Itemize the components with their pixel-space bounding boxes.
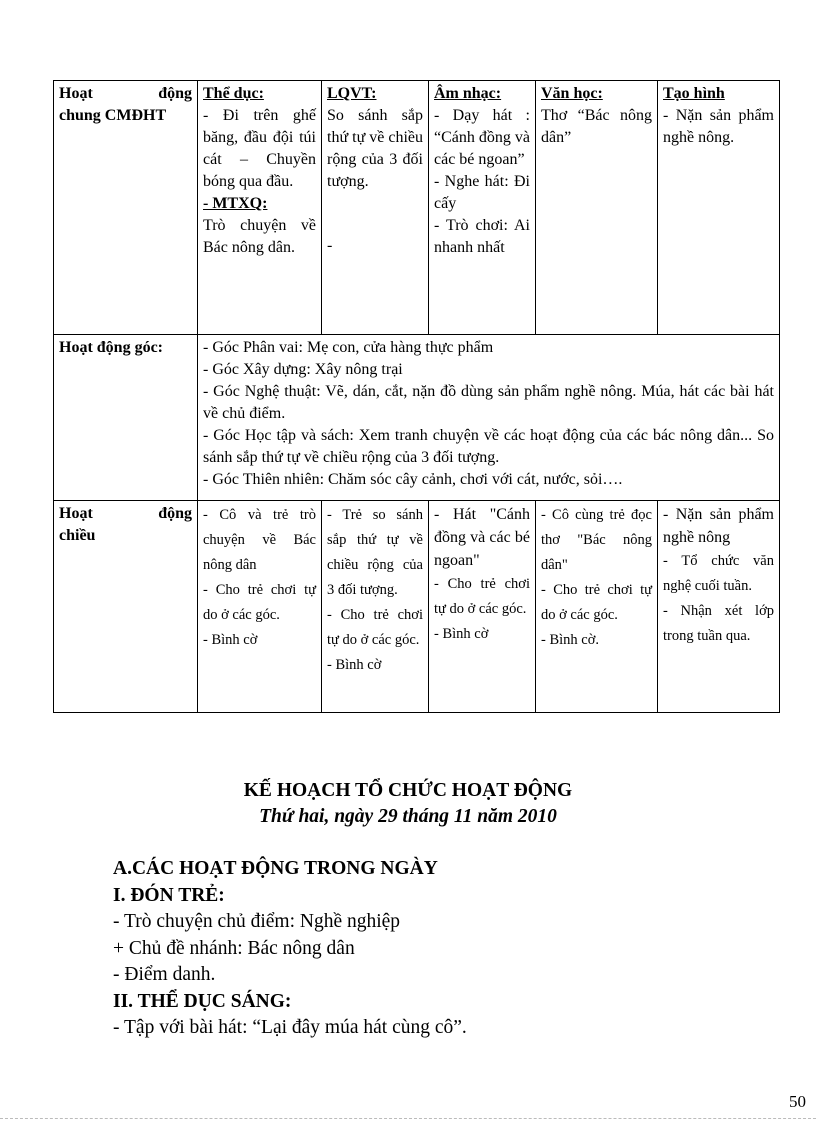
cell-text: - Tổ chức văn nghệ cuối tuần.: [663, 553, 774, 594]
row-label-cell: [54, 501, 198, 713]
row-label-part: động: [158, 505, 192, 522]
cell-text: - Bình cờ: [203, 632, 258, 648]
cell-heading: - MTXQ:: [203, 195, 268, 212]
cell-text: - Cho trẻ chơi tự do ở các góc.: [541, 582, 652, 623]
row-label-part: động: [158, 85, 192, 102]
row-label-part: chiều: [59, 527, 96, 544]
cell-text: - Cho trẻ chơi tự do ở các góc.: [327, 607, 423, 648]
table-cell: [536, 501, 658, 713]
row-label-part: Hoạt: [59, 505, 93, 522]
cell-text: -: [327, 237, 333, 254]
cell-text: - Dạy hát : “Cánh đồng và các bé ngoan”: [434, 107, 530, 168]
cell-heading: Thể dục:: [203, 85, 264, 102]
page-bottom-divider: [0, 1118, 816, 1119]
page-number: 50: [789, 1092, 806, 1111]
table-cell: [322, 501, 429, 713]
cell-text: - Nặn sản phẩm nghề nông: [663, 506, 774, 546]
cell-heading: Âm nhạc:: [434, 85, 502, 102]
body-line: + Chủ đề nhánh: Bác nông dân: [113, 937, 355, 959]
weekly-plan-table: [53, 80, 780, 713]
row-label-cell: [54, 335, 198, 501]
cell-text: - Bình cờ: [434, 626, 489, 642]
table-cell: [322, 81, 429, 335]
cell-text: - Cô cùng trẻ đọc thơ "Bác nông dân": [541, 507, 652, 573]
cell-text: - Nặn sản phẩm nghề nông.: [663, 107, 774, 146]
plan-date: Thứ hai, ngày 29 tháng 11 năm 2010: [259, 806, 557, 827]
section-heading: I. ĐÓN TRẺ:: [113, 884, 225, 906]
table-cell: [429, 81, 536, 335]
cell-text: - Cô và trẻ trò chuyện về Bác nông dân: [203, 507, 316, 573]
cell-text: - Hát "Cánh đồng và các bé ngoan": [434, 506, 530, 569]
list-item: - Góc Thiên nhiên: Chăm sóc cây cảnh, chơi với cát, nước, sỏi….: [203, 471, 623, 488]
corner-activities-cell: [198, 335, 780, 501]
cell-text: - Cho trẻ chơi tự do ở các góc.: [434, 576, 530, 617]
daily-activities: [113, 856, 467, 1042]
cell-text: - Bình cờ.: [541, 632, 600, 648]
row-label-part: chung CMĐHT: [59, 107, 167, 124]
cell-heading: Văn học:: [541, 85, 603, 102]
row-label: Hoạt động góc:: [59, 339, 163, 356]
cell-text: So sánh sắp thứ tự về chiều rộng của 3 đối tượng.: [327, 107, 423, 190]
cell-text: - Bình cờ: [327, 657, 382, 673]
section-heading: II. THỂ DỤC SÁNG:: [113, 990, 292, 1012]
cell-text: - Cho trẻ chơi tự do ở các góc.: [203, 582, 316, 623]
cell-text: - Nhận xét lớp trong tuần qua.: [663, 603, 774, 644]
table-cell: [198, 81, 322, 335]
list-item: - Góc Phân vai: Mẹ con, cửa hàng thực phẩm: [203, 339, 494, 356]
body-line: - Trò chuyện chủ điểm: Nghề nghiệp: [113, 911, 401, 932]
table-cell: [658, 81, 780, 335]
cell-heading: LQVT:: [327, 85, 377, 102]
cell-text: - Trò chơi: Ai nhanh nhất: [434, 217, 530, 256]
cell-text: - Đi trên ghế băng, đầu đội túi cát – Chuyền bóng qua đầu.: [203, 107, 316, 190]
cell-text: Thơ “Bác nông dân”: [541, 107, 652, 146]
section-heading: A.CÁC HOẠT ĐỘNG TRONG NGÀY: [113, 858, 438, 879]
table-cell: [198, 501, 322, 713]
table-row: [54, 81, 780, 335]
row-label-part: Hoạt: [59, 85, 93, 102]
cell-heading: Tạo hình: [663, 85, 725, 102]
list-item: - Góc Nghệ thuật: Vẽ, dán, cắt, nặn đồ dùng sản phẩm nghề nông. Múa, hát các bài hát về chủ điểm.: [203, 383, 774, 422]
cell-text: Trò chuyện về Bác nông dân.: [203, 217, 316, 256]
body-line: - Tập với bài hát: “Lại đây múa hát cùng cô”.: [113, 1017, 467, 1038]
table-row: [54, 335, 780, 501]
table-cell: [536, 81, 658, 335]
cell-text: - Trẻ so sánh sắp thứ tự về chiều rộng của 3 đối tượng.: [327, 507, 423, 598]
body-line: - Điểm danh.: [113, 964, 216, 985]
cell-text: - Nghe hát: Đi cấy: [434, 173, 530, 212]
list-item: - Góc Học tập và sách: Xem tranh chuyện về các hoạt động của các bác nông dân... So sánh sắp thứ tự về chiều rộng của 3 đối tượng.: [203, 427, 774, 466]
plan-title: KẾ HOẠCH TỔ CHỨC HOẠT ĐỘNG: [243, 780, 573, 801]
table-cell: [429, 501, 536, 713]
row-label-cell: [54, 81, 198, 335]
table-row: [54, 501, 780, 713]
table-cell: [658, 501, 780, 713]
list-item: - Góc Xây dựng: Xây nông trại: [203, 361, 403, 378]
